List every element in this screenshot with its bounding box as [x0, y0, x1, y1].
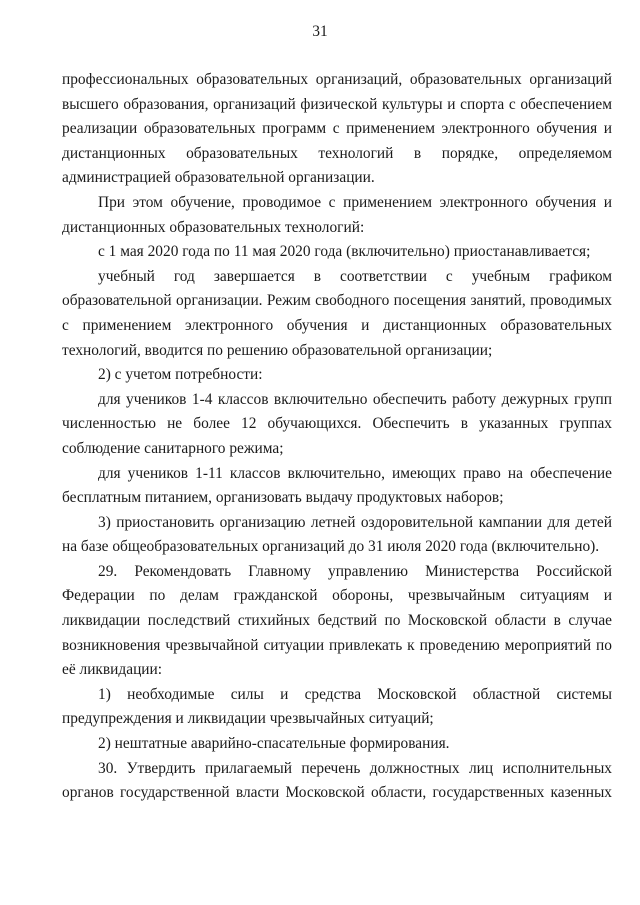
paragraph-school-year: учебный год завершается в соответствии с учебным графиком образовательной организации. Режим свободного посещения занятий, проводимых с применением электронного обучения и дистанционных образовательных технологий, вводится по решению образовательной организации;: [62, 267, 612, 359]
page-number: 31: [312, 23, 328, 40]
paragraph-suspension: с 1 мая 2020 года по 11 мая 2020 года (включительно) приостанавливается;: [98, 243, 591, 261]
paragraph-food-sets: для учеников 1-11 классов включительно, имеющих право на обеспечение бесплатным питанием, организовать выдачу продуктовых наборов;: [62, 464, 612, 507]
paragraph-duty-groups: для учеников 1-4 классов включительно обеспечить работу дежурных групп численностью не более 12 обучающихся. Обеспечить в указанных группах соблюдение санитарного режима;: [62, 390, 612, 457]
paragraph-continuation: профессиональных образовательных организаций, образовательных организаций высшего образования, организаций физической культуры и спорта с обеспечением реализации образовательных программ с применением электронного обучения и дистанционных образовательных технологий в порядке, определяемом администрацией образовательной организации.: [62, 71, 612, 187]
paragraph-clause-30: 30. Утвердить прилагаемый перечень должностных лиц исполнительных органов государственной власти Московской области, государственных казенных: [62, 759, 612, 802]
paragraph-clause-29-item-2: 2) нештатные аварийно-спасательные формирования.: [98, 735, 450, 753]
paragraph-clause-29: 29. Рекомендовать Главному управлению Министерства Российской Федерации по делам гражданской обороны, чрезвычайным ситуациям и ликвидации последствий стихийных бедствий по Московской области в случае возникновения чрезвычайной ситуации привлекать к проведению мероприятий по её ликвидации:: [62, 562, 612, 679]
paragraph-item-3: 3) приостановить организацию летней оздоровительной кампании для детей на базе общеобразовательных организаций до 31 июля 2020 года (включительно).: [62, 513, 612, 556]
document-body: [62, 68, 612, 806]
paragraph-item-2: 2) с учетом потребности:: [98, 366, 263, 384]
paragraph-training-intro: При этом обучение, проводимое с применением электронного обучения и дистанционных образовательных технологий:: [62, 193, 612, 236]
paragraph-clause-29-item-1: 1) необходимые силы и средства Московской областной системы предупреждения и ликвидации чрезвычайных ситуаций;: [62, 685, 612, 728]
